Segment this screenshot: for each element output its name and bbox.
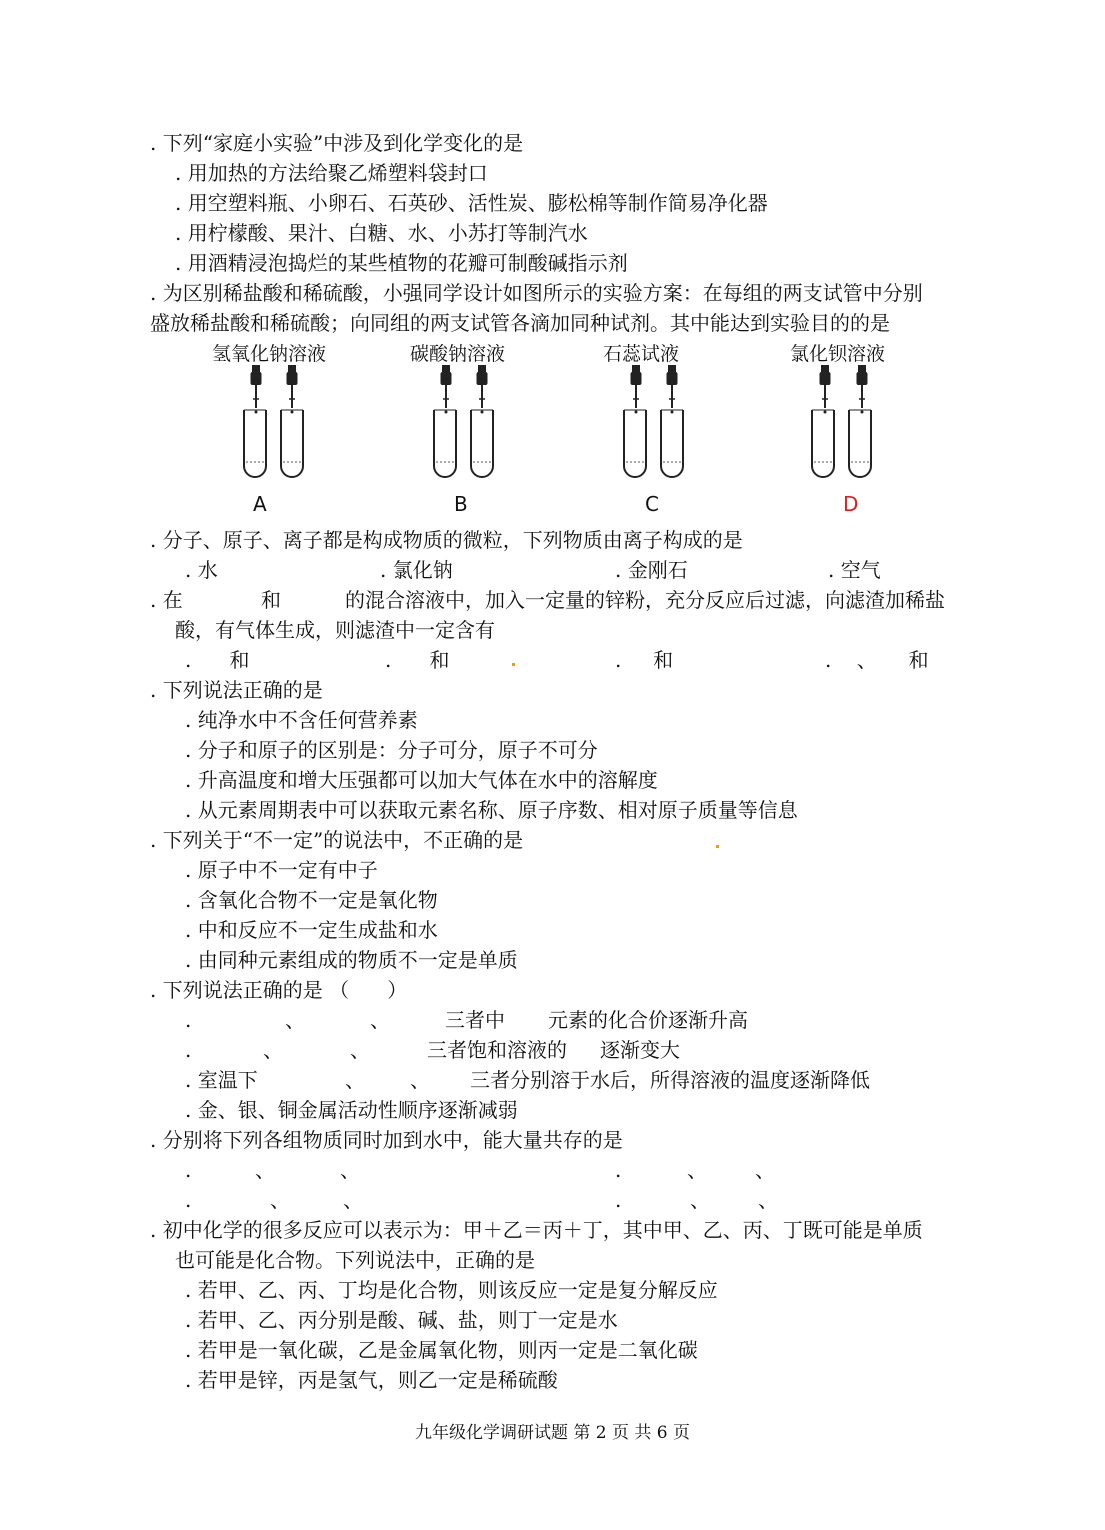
q9-stem-line1: . 初中化学的很多反应可以表示为：甲＋乙＝丙＋丁，其中甲、乙、丙、丁既可能是单质 — [150, 1218, 923, 1242]
q7-option-c-sep1: 、 — [345, 1068, 365, 1092]
q4-option-b: . 和 — [385, 648, 450, 672]
q8-option-c-sep2: 、 — [343, 1188, 363, 1212]
orange-mark — [716, 845, 719, 848]
q6-option-a: . 原子中不一定有中子 — [185, 858, 378, 882]
q4-option-d: . 、 和 — [825, 648, 929, 672]
tube-pair-b — [434, 365, 493, 477]
q8-option-a-dot: . — [185, 1158, 192, 1182]
q8-option-d-dot: . — [615, 1188, 622, 1212]
q6-option-d: . 由同种元素组成的物质不一定是单质 — [185, 948, 518, 972]
q6-option-c: . 中和反应不一定生成盐和水 — [185, 918, 438, 942]
orange-mark — [512, 663, 515, 666]
figure-letter-c: C — [645, 492, 659, 516]
q3-stem: . 分子、原子、离子都是构成物质的微粒，下列物质由离子构成的是 — [150, 528, 743, 552]
q2-stem-line1: . 为区别稀盐酸和稀硫酸，小强同学设计如图所示的实验方案：在每组的两支试管中分别 — [150, 281, 923, 305]
q8-stem: . 分别将下列各组物质同时加到水中，能大量共存的是 — [150, 1128, 623, 1152]
test-tube-figure — [200, 340, 900, 490]
q7-option-c-text1: . 室温下 — [185, 1068, 258, 1092]
q3-option-c: . 金刚石 — [615, 558, 688, 582]
q6-stem: . 下列关于“不一定”的说法中，不正确的是 — [150, 828, 524, 852]
q7-option-b-sep1: 、 — [263, 1038, 283, 1062]
q3-option-d: . 空气 — [828, 558, 881, 582]
q9-stem-line2: 也可能是化合物。下列说法中，正确的是 — [175, 1248, 535, 1272]
page-footer: 九年级化学调研试题 第 2 页 共 6 页 — [414, 1423, 691, 1443]
q3-option-b: . 氯化钠 — [380, 558, 453, 582]
tube-pair-d — [812, 365, 871, 477]
figure-letter-a: A — [253, 492, 267, 516]
q1-stem: . 下列“家庭小实验”中涉及到化学变化的是 — [150, 131, 524, 155]
q7-option-a-text2: 元素的化合价逐渐升高 — [548, 1008, 748, 1032]
tube-pair-c — [624, 365, 683, 477]
reagent-label-a: 氢氧化钠溶液 — [212, 343, 327, 365]
q8-option-d-sep2: 、 — [758, 1188, 778, 1212]
q5-option-b: . 分子和原子的区别是：分子可分，原子不可分 — [185, 738, 598, 762]
q7-stem: . 下列说法正确的是 （ ） — [150, 978, 408, 1002]
q4-stem-a: . 在 — [150, 588, 183, 612]
q7-option-b-text2: 逐渐变大 — [600, 1038, 680, 1062]
q6-option-b: . 含氧化合物不一定是氧化物 — [185, 888, 438, 912]
q4-option-c: . 和 — [615, 648, 674, 672]
reagent-label-c: 石蕊试液 — [603, 343, 680, 365]
q7-option-d: . 金、银、铜金属活动性顺序逐渐减弱 — [185, 1098, 518, 1122]
q8-option-a-sep1: 、 — [255, 1158, 275, 1182]
q7-option-a-text1: 三者中 — [445, 1008, 505, 1032]
q5-option-a: . 纯净水中不含任何营养素 — [185, 708, 418, 732]
q4-stem-c: 的混合溶液中，加入一定量的锌粉，充分反应后过滤，向滤渣加稀盐 — [345, 588, 945, 612]
q9-option-d: . 若甲是锌，丙是氢气，则乙一定是稀硫酸 — [185, 1368, 558, 1392]
q5-option-d: . 从元素周期表中可以获取元素名称、原子序数、相对原子质量等信息 — [185, 798, 798, 822]
q3-option-a: . 水 — [185, 558, 218, 582]
q8-option-b-sep2: 、 — [755, 1158, 775, 1182]
q9-option-c: . 若甲是一氧化碳，乙是金属氧化物，则丙一定是二氧化碳 — [185, 1338, 698, 1362]
q8-option-b-dot: . — [615, 1158, 622, 1182]
q8-option-c-sep1: 、 — [270, 1188, 290, 1212]
q1-option-c: . 用柠檬酸、果汁、白糖、水、小苏打等制汽水 — [175, 221, 588, 245]
q8-option-a-sep2: 、 — [340, 1158, 360, 1182]
q7-option-a-sep1: 、 — [285, 1008, 305, 1032]
q7-option-b-dot: . — [185, 1038, 192, 1062]
q7-option-c-text2: 三者分别溶于水后，所得溶液的温度逐渐降低 — [470, 1068, 870, 1092]
q2-stem-line2: 盛放稀盐酸和稀硫酸；向同组的两支试管各滴加同种试剂。其中能达到实验目的的是 — [150, 311, 890, 335]
q1-option-a: . 用加热的方法给聚乙烯塑料袋封口 — [175, 161, 488, 185]
q5-stem: . 下列说法正确的是 — [150, 678, 323, 702]
q7-option-c-sep2: 、 — [410, 1068, 430, 1092]
q1-option-d: . 用酒精浸泡捣烂的某些植物的花瓣可制酸碱指示剂 — [175, 251, 628, 275]
q7-option-b-text1: 三者饱和溶液的 — [427, 1038, 567, 1062]
reagent-label-d: 氯化钡溶液 — [790, 343, 886, 365]
figure-letter-b: B — [454, 492, 468, 516]
q8-option-c-dot: . — [185, 1188, 192, 1212]
q1-option-b: . 用空塑料瓶、小卵石、石英砂、活性炭、膨松棉等制作简易净化器 — [175, 191, 768, 215]
q9-option-a: . 若甲、乙、丙、丁均是化合物，则该反应一定是复分解反应 — [185, 1278, 718, 1302]
tube-pair-a — [244, 365, 303, 477]
figure-letter-d: D — [843, 492, 859, 516]
q5-option-c: . 升高温度和增大压强都可以加大气体在水中的溶解度 — [185, 768, 658, 792]
q4-option-a: . 和 — [185, 648, 250, 672]
q9-option-b: . 若甲、乙、丙分别是酸、碱、盐，则丁一定是水 — [185, 1308, 618, 1332]
q4-stem-b: 和 — [261, 588, 281, 612]
q4-stem-line2: 酸，有气体生成，则滤渣中一定含有 — [175, 618, 495, 642]
q7-option-a-sep2: 、 — [370, 1008, 390, 1032]
q8-option-b-sep1: 、 — [687, 1158, 707, 1182]
q7-option-a-dot: . — [185, 1008, 192, 1032]
reagent-label-b: 碳酸钠溶液 — [410, 343, 506, 365]
q8-option-d-sep1: 、 — [690, 1188, 710, 1212]
q7-option-b-sep2: 、 — [350, 1038, 370, 1062]
